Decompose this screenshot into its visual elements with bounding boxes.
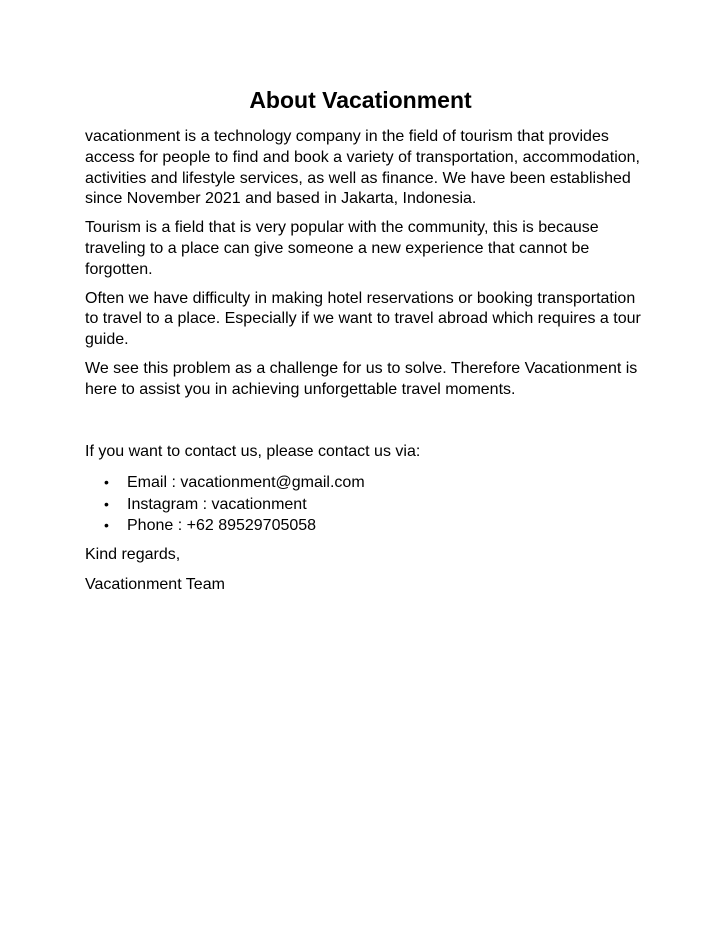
contact-instagram-item [85,494,645,516]
page-title: About Vacationment [249,87,472,113]
contact-instagram: Instagram : vacationment [127,495,307,513]
mission-paragraph: We see this problem as a challenge for us to solve. Therefore Vacationment is here to assist you in achieving unforgettable travel moments. [85,359,638,398]
tourism-paragraph: Tourism is a field that is very popular with the community, this is because traveling to a place can give someone a new experience that cannot be forgotten. [85,219,599,278]
intro-paragraph: vacationment is a technology company in the field of tourism that provides access for people to find and book a variety of transportation, accommodation, activities and lifestyle services, as well as finance. We have been established since November 2021 and based in Jakarta, Indonesia. [85,128,640,208]
bullet-icon: • [104,495,109,512]
problem-paragraph: Often we have difficulty in making hotel reservations or booking transportation to travel to a place. Especially if we want to travel abroad which requires a tour guide. [85,289,641,349]
closing-line: Kind regards, [85,545,181,563]
contact-phone-item [85,515,645,537]
bullet-icon: • [104,474,109,491]
contact-list [85,472,645,537]
contact-email-item [85,472,645,494]
contact-phone: Phone : +62 89529705058 [127,517,317,535]
section-spacer [85,409,645,442]
bullet-icon: • [104,517,109,534]
contact-intro: If you want to contact us, please contact us via: [85,442,421,460]
document-body [85,84,645,604]
contact-email: Email : vacationment@gmail.com [127,474,365,492]
signature-line: Vacationment Team [85,575,225,593]
